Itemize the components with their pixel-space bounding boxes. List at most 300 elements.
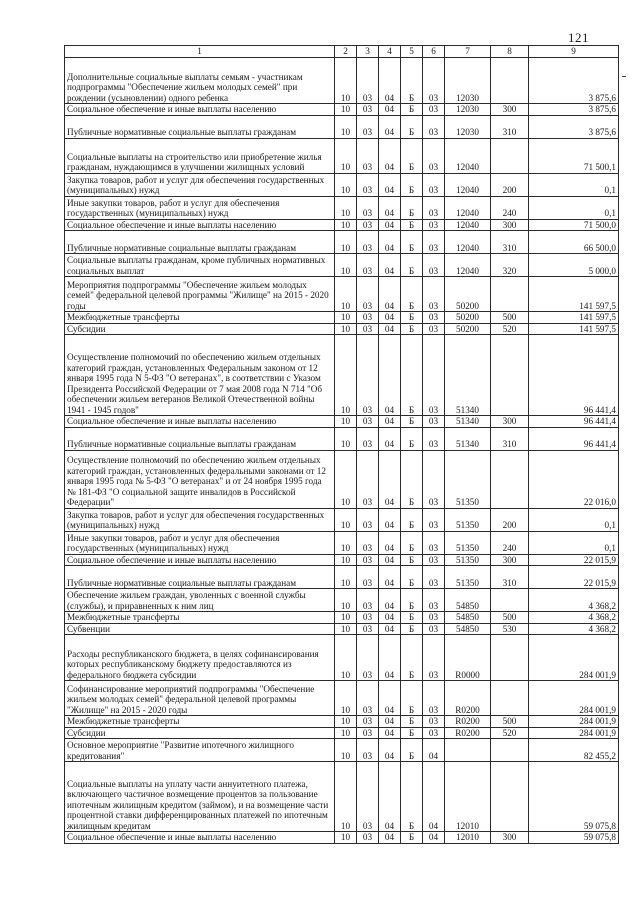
code-event-cell: 03 <box>423 231 445 254</box>
row-name-cell: Закупка товаров, работ и услуг для обеспечения государственных (муниципальных) нужд <box>65 173 335 196</box>
code-subsection-cell: 03 <box>357 531 379 554</box>
code-event-cell: 03 <box>423 508 445 531</box>
code-expense-type-cell: 530 <box>491 623 529 635</box>
code-subsection-cell: 03 <box>357 727 379 739</box>
row-name-cell: Закупка товаров, работ и услуг для обеспечения государственных (муниципальных) нужд <box>65 508 335 531</box>
code-section-cell: 10 <box>335 427 357 450</box>
code-event-cell: 03 <box>423 623 445 635</box>
table-row <box>65 727 619 739</box>
table-row <box>65 450 619 508</box>
code-program-cell: 04 <box>379 138 401 173</box>
code-section-cell: 10 <box>335 681 357 716</box>
code-expense-type-cell: 300 <box>491 554 529 566</box>
row-name-cell: Основное мероприятие "Развитие ипотечного жилищного кредитования" <box>65 739 335 762</box>
code-direction-cell: 50200 <box>445 277 491 312</box>
code-section-cell: 10 <box>335 104 357 116</box>
code-subsection-cell: 03 <box>357 231 379 254</box>
code-program-cell: 04 <box>379 450 401 508</box>
code-program-cell: 04 <box>379 219 401 231</box>
amount-cell: 0,1 <box>529 173 619 196</box>
code-program-cell: 04 <box>379 681 401 716</box>
code-direction-cell: 51350 <box>445 531 491 554</box>
code-direction-cell: 51350 <box>445 508 491 531</box>
page-number: 121 <box>568 30 589 45</box>
code-subsection-cell: 03 <box>357 58 379 104</box>
table-row <box>65 716 619 728</box>
code-direction-cell: 54850 <box>445 589 491 612</box>
row-name-cell: Субвенции <box>65 623 335 635</box>
row-name-cell: Публичные нормативные социальные выплаты гражданам <box>65 115 335 138</box>
amount-cell: 3 875,6 <box>529 58 619 104</box>
row-name-cell: Осуществление полномочий по обеспечению жильем отдельных категорий граждан, установленных федеральными законами от 12 января 1995 года № 5-ФЗ "О ветеранах" и от 24 ноября 1995 года № 181-ФЗ "О социальной защите инвалидов в Российской Федерации" <box>65 450 335 508</box>
code-direction-cell: 12040 <box>445 219 491 231</box>
code-subprogram-cell: Б <box>401 104 423 116</box>
code-direction-cell: R0200 <box>445 681 491 716</box>
code-direction-cell: 50200 <box>445 323 491 335</box>
code-subsection-cell: 03 <box>357 277 379 312</box>
code-program-cell: 04 <box>379 762 401 832</box>
code-section-cell: 10 <box>335 335 357 416</box>
row-name-cell: Межбюджетные трансферты <box>65 612 335 624</box>
table-row <box>65 566 619 589</box>
code-expense-type-cell <box>491 681 529 716</box>
row-name-cell: Межбюджетные трансферты <box>65 716 335 728</box>
code-event-cell: 03 <box>423 681 445 716</box>
code-expense-type-cell <box>491 277 529 312</box>
row-name-cell: Дополнительные социальные выплаты семьям - участникам подпрограммы "Обеспечение жильем молодых семей" при рождении (усыновлении) одного ребенка <box>65 58 335 104</box>
row-name-cell: Мероприятия подпрограммы "Обеспечение жильем молодых семей" федеральной целевой программы "Жилище" на 2015 - 2020 годы <box>65 277 335 312</box>
code-subsection-cell: 03 <box>357 335 379 416</box>
code-program-cell: 04 <box>379 312 401 324</box>
header-cell: 9 <box>529 46 619 58</box>
amount-cell: 3 875,6 <box>529 115 619 138</box>
code-event-cell: 03 <box>423 196 445 219</box>
code-subsection-cell: 03 <box>357 554 379 566</box>
code-subsection-cell: 03 <box>357 427 379 450</box>
row-name-cell: Публичные нормативные социальные выплаты гражданам <box>65 427 335 450</box>
amount-cell: 0,1 <box>529 196 619 219</box>
code-direction-cell: 51350 <box>445 554 491 566</box>
table-body <box>65 58 619 844</box>
code-event-cell: 04 <box>423 739 445 762</box>
code-section-cell: 10 <box>335 554 357 566</box>
amount-cell: 3 875,6 <box>529 104 619 116</box>
table-row <box>65 231 619 254</box>
code-subprogram-cell: Б <box>401 554 423 566</box>
code-subprogram-cell: Б <box>401 739 423 762</box>
code-expense-type-cell <box>491 138 529 173</box>
code-expense-type-cell: 200 <box>491 173 529 196</box>
code-expense-type-cell: 310 <box>491 115 529 138</box>
code-program-cell: 04 <box>379 716 401 728</box>
code-subsection-cell: 03 <box>357 589 379 612</box>
code-direction-cell: 12030 <box>445 104 491 116</box>
code-subsection-cell: 03 <box>357 508 379 531</box>
row-name-cell: Социальное обеспечение и иные выплаты населению <box>65 554 335 566</box>
code-event-cell: 03 <box>423 716 445 728</box>
code-section-cell: 10 <box>335 727 357 739</box>
code-event-cell: 03 <box>423 612 445 624</box>
header-cell: 5 <box>401 46 423 58</box>
code-program-cell: 04 <box>379 589 401 612</box>
code-program-cell: 04 <box>379 323 401 335</box>
code-subsection-cell: 03 <box>357 416 379 428</box>
code-section-cell: 10 <box>335 450 357 508</box>
code-subsection-cell: 03 <box>357 612 379 624</box>
amount-cell: 71 500,1 <box>529 138 619 173</box>
code-event-cell: 03 <box>423 335 445 416</box>
table-row <box>65 323 619 335</box>
row-name-cell: Социальные выплаты на уплату части аннуитетного платежа, включающего частичное возмещение процентов за пользование ипотечным жилищным кредитом (займом), и на возмещение части процентной ставки дифференцированных платежей по ипотечным жилищным кредитам <box>65 762 335 832</box>
code-expense-type-cell: 320 <box>491 254 529 277</box>
amount-cell: 284 001,9 <box>529 681 619 716</box>
code-program-cell: 04 <box>379 531 401 554</box>
code-direction-cell: 12030 <box>445 115 491 138</box>
code-event-cell: 03 <box>423 115 445 138</box>
code-subprogram-cell: Б <box>401 427 423 450</box>
code-subsection-cell: 03 <box>357 115 379 138</box>
code-event-cell: 03 <box>423 554 445 566</box>
code-section-cell: 10 <box>335 508 357 531</box>
code-section-cell: 10 <box>335 416 357 428</box>
row-name-cell: Иные закупки товаров, работ и услуг для обеспечения государственных (муниципальных) нужд <box>65 196 335 219</box>
code-program-cell: 04 <box>379 727 401 739</box>
table-row <box>65 104 619 116</box>
code-program-cell: 04 <box>379 335 401 416</box>
code-program-cell: 04 <box>379 832 401 844</box>
amount-cell: 141 597,5 <box>529 312 619 324</box>
row-name-cell: Осуществление полномочий по обеспечению жильем отдельных категорий граждан, установленных Федеральным законом от 12 января 1995 года N 5-ФЗ "О ветеранах", в соответствии с Указом Президента Российской Федерации от 7 мая 2008 года N 714 "Об обеспечении жильем ветеранов Великой Отечественной войны 1941 - 1945 годов" <box>65 335 335 416</box>
code-subsection-cell: 03 <box>357 196 379 219</box>
table-row <box>65 58 619 104</box>
row-name-cell: Социальные выплаты гражданам, кроме публичных нормативных социальных выплат <box>65 254 335 277</box>
code-event-cell: 03 <box>423 531 445 554</box>
code-expense-type-cell: 500 <box>491 612 529 624</box>
code-expense-type-cell <box>491 635 529 681</box>
code-section-cell: 10 <box>335 762 357 832</box>
code-section-cell: 10 <box>335 196 357 219</box>
code-expense-type-cell <box>491 589 529 612</box>
code-program-cell: 04 <box>379 554 401 566</box>
code-expense-type-cell: 500 <box>491 312 529 324</box>
code-subprogram-cell: Б <box>401 762 423 832</box>
code-event-cell: 03 <box>423 566 445 589</box>
code-subsection-cell: 03 <box>357 323 379 335</box>
code-program-cell: 04 <box>379 739 401 762</box>
code-event-cell: 03 <box>423 173 445 196</box>
row-name-cell: Обеспечение жильем граждан, уволенных с военной службы (службы), и приравненных к ним лиц <box>65 589 335 612</box>
amount-cell: 0,1 <box>529 508 619 531</box>
code-subsection-cell: 03 <box>357 739 379 762</box>
amount-cell: 22 016,0 <box>529 450 619 508</box>
code-direction-cell: 12010 <box>445 832 491 844</box>
code-subsection-cell: 03 <box>357 138 379 173</box>
code-program-cell: 04 <box>379 612 401 624</box>
table-row <box>65 531 619 554</box>
amount-cell: 4 368,2 <box>529 612 619 624</box>
code-subprogram-cell: Б <box>401 335 423 416</box>
table-row <box>65 254 619 277</box>
row-name-cell: Софинансирование мероприятий подпрограммы "Обеспечение жильем молодых семей" федеральной целевой программы "Жилище" на 2015 - 2020 годы <box>65 681 335 716</box>
code-event-cell: 03 <box>423 58 445 104</box>
code-subsection-cell: 03 <box>357 762 379 832</box>
code-subprogram-cell: Б <box>401 681 423 716</box>
header-cell: 8 <box>491 46 529 58</box>
code-event-cell: 03 <box>423 219 445 231</box>
table-row <box>65 277 619 312</box>
code-direction-cell: 50200 <box>445 312 491 324</box>
code-direction-cell: 51340 <box>445 416 491 428</box>
code-expense-type-cell <box>491 58 529 104</box>
table-row <box>65 416 619 428</box>
code-subprogram-cell: Б <box>401 312 423 324</box>
code-event-cell: 03 <box>423 727 445 739</box>
code-program-cell: 04 <box>379 635 401 681</box>
code-section-cell: 10 <box>335 566 357 589</box>
code-direction-cell: 12040 <box>445 254 491 277</box>
row-name-cell: Социальное обеспечение и иные выплаты населению <box>65 104 335 116</box>
code-direction-cell: 51350 <box>445 450 491 508</box>
code-subprogram-cell: Б <box>401 716 423 728</box>
table-header-row <box>65 46 619 58</box>
code-program-cell: 04 <box>379 115 401 138</box>
row-name-cell: Субсидии <box>65 727 335 739</box>
code-subprogram-cell: Б <box>401 416 423 428</box>
header-cell: 4 <box>379 46 401 58</box>
amount-cell: 66 500,0 <box>529 231 619 254</box>
code-expense-type-cell: 200 <box>491 508 529 531</box>
code-event-cell: 04 <box>423 762 445 832</box>
code-program-cell: 04 <box>379 566 401 589</box>
code-subsection-cell: 03 <box>357 635 379 681</box>
code-expense-type-cell: 500 <box>491 716 529 728</box>
row-name-cell: Социальные выплаты на строительство или приобретение жилья гражданам, нуждающимся в улучшении жилищных условий <box>65 138 335 173</box>
code-direction-cell: R0200 <box>445 716 491 728</box>
code-expense-type-cell: 300 <box>491 104 529 116</box>
code-event-cell: 03 <box>423 277 445 312</box>
code-subprogram-cell: Б <box>401 115 423 138</box>
code-subprogram-cell: Б <box>401 254 423 277</box>
table-row <box>65 762 619 832</box>
code-subsection-cell: 03 <box>357 254 379 277</box>
code-expense-type-cell <box>491 739 529 762</box>
amount-cell: 59 075,8 <box>529 762 619 832</box>
row-name-cell: Иные закупки товаров, работ и услуг для обеспечения государственных (муниципальных) нужд <box>65 531 335 554</box>
code-event-cell: 04 <box>423 832 445 844</box>
amount-cell: 4 368,2 <box>529 623 619 635</box>
code-direction-cell: 51340 <box>445 427 491 450</box>
code-event-cell: 03 <box>423 427 445 450</box>
code-section-cell: 10 <box>335 323 357 335</box>
amount-cell: 284 001,9 <box>529 727 619 739</box>
table-row <box>65 681 619 716</box>
code-section-cell: 10 <box>335 832 357 844</box>
code-subsection-cell: 03 <box>357 450 379 508</box>
code-section-cell: 10 <box>335 312 357 324</box>
code-direction-cell: 12030 <box>445 58 491 104</box>
table-row <box>65 173 619 196</box>
code-section-cell: 10 <box>335 589 357 612</box>
amount-cell: 4 368,2 <box>529 589 619 612</box>
amount-cell: 22 015,9 <box>529 554 619 566</box>
code-section-cell: 10 <box>335 231 357 254</box>
code-subprogram-cell: Б <box>401 450 423 508</box>
header-cell: 1 <box>65 46 335 58</box>
amount-cell: 284 001,9 <box>529 716 619 728</box>
code-event-cell: 03 <box>423 104 445 116</box>
table-row <box>65 312 619 324</box>
code-program-cell: 04 <box>379 623 401 635</box>
code-event-cell: 03 <box>423 416 445 428</box>
amount-cell: 141 597,5 <box>529 277 619 312</box>
amount-cell: 284 001,9 <box>529 635 619 681</box>
code-program-cell: 04 <box>379 254 401 277</box>
code-event-cell: 03 <box>423 323 445 335</box>
code-subprogram-cell: Б <box>401 635 423 681</box>
code-event-cell: 03 <box>423 254 445 277</box>
code-expense-type-cell: 240 <box>491 196 529 219</box>
code-program-cell: 04 <box>379 196 401 219</box>
header-cell: 2 <box>335 46 357 58</box>
amount-cell: 82 455,2 <box>529 739 619 762</box>
amount-cell: 22 015,9 <box>529 566 619 589</box>
margin-mark <box>622 76 626 77</box>
row-name-cell: Межбюджетные трансферты <box>65 312 335 324</box>
code-section-cell: 10 <box>335 254 357 277</box>
code-subprogram-cell: Б <box>401 623 423 635</box>
code-subprogram-cell: Б <box>401 323 423 335</box>
table-row <box>65 427 619 450</box>
code-direction-cell: R0200 <box>445 727 491 739</box>
code-program-cell: 04 <box>379 231 401 254</box>
code-section-cell: 10 <box>335 716 357 728</box>
table-row <box>65 115 619 138</box>
code-event-cell: 03 <box>423 138 445 173</box>
code-direction-cell: 12040 <box>445 138 491 173</box>
code-subsection-cell: 03 <box>357 104 379 116</box>
code-event-cell: 03 <box>423 635 445 681</box>
code-subprogram-cell: Б <box>401 508 423 531</box>
code-subsection-cell: 03 <box>357 716 379 728</box>
header-cell: 6 <box>423 46 445 58</box>
code-section-cell: 10 <box>335 623 357 635</box>
header-cell: 3 <box>357 46 379 58</box>
code-section-cell: 10 <box>335 115 357 138</box>
code-direction-cell <box>445 739 491 762</box>
budget-table <box>64 45 619 844</box>
table-row <box>65 623 619 635</box>
table-row <box>65 335 619 416</box>
table-row <box>65 219 619 231</box>
table-row <box>65 554 619 566</box>
code-program-cell: 04 <box>379 508 401 531</box>
table-row <box>65 739 619 762</box>
row-name-cell: Социальное обеспечение и иные выплаты населению <box>65 416 335 428</box>
row-name-cell: Публичные нормативные социальные выплаты гражданам <box>65 231 335 254</box>
code-subsection-cell: 03 <box>357 623 379 635</box>
code-expense-type-cell: 520 <box>491 323 529 335</box>
code-direction-cell: 12040 <box>445 173 491 196</box>
code-section-cell: 10 <box>335 531 357 554</box>
code-direction-cell: 51340 <box>445 335 491 416</box>
row-name-cell: Субсидии <box>65 323 335 335</box>
row-name-cell: Социальное обеспечение и иные выплаты населению <box>65 832 335 844</box>
code-subsection-cell: 03 <box>357 566 379 589</box>
table-row <box>65 832 619 844</box>
code-program-cell: 04 <box>379 277 401 312</box>
code-expense-type-cell: 310 <box>491 427 529 450</box>
code-section-cell: 10 <box>335 58 357 104</box>
code-expense-type-cell: 240 <box>491 531 529 554</box>
code-event-cell: 03 <box>423 450 445 508</box>
code-section-cell: 10 <box>335 173 357 196</box>
code-direction-cell: 12010 <box>445 762 491 832</box>
code-direction-cell: 12040 <box>445 231 491 254</box>
code-subprogram-cell: Б <box>401 531 423 554</box>
code-expense-type-cell: 300 <box>491 416 529 428</box>
table-row <box>65 589 619 612</box>
row-name-cell: Публичные нормативные социальные выплаты гражданам <box>65 566 335 589</box>
code-event-cell: 03 <box>423 589 445 612</box>
amount-cell: 96 441,4 <box>529 416 619 428</box>
code-expense-type-cell: 310 <box>491 231 529 254</box>
header-cell: 7 <box>445 46 491 58</box>
code-expense-type-cell: 520 <box>491 727 529 739</box>
code-section-cell: 10 <box>335 138 357 173</box>
code-expense-type-cell: 300 <box>491 219 529 231</box>
row-name-cell: Социальное обеспечение и иные выплаты населению <box>65 219 335 231</box>
code-subprogram-cell: Б <box>401 589 423 612</box>
code-direction-cell: R0000 <box>445 635 491 681</box>
amount-cell: 59 075,8 <box>529 832 619 844</box>
amount-cell: 0,1 <box>529 531 619 554</box>
code-subprogram-cell: Б <box>401 138 423 173</box>
table-row <box>65 196 619 219</box>
code-subprogram-cell: Б <box>401 173 423 196</box>
code-subsection-cell: 03 <box>357 312 379 324</box>
amount-cell: 5 000,0 <box>529 254 619 277</box>
code-expense-type-cell <box>491 335 529 416</box>
code-subprogram-cell: Б <box>401 196 423 219</box>
code-subprogram-cell: Б <box>401 231 423 254</box>
code-program-cell: 04 <box>379 104 401 116</box>
row-name-cell: Расходы республиканского бюджета, в целях софинансирования которых республиканскому бюджету предоставляются из федерального бюджета субсидии <box>65 635 335 681</box>
code-event-cell: 03 <box>423 312 445 324</box>
table-row <box>65 635 619 681</box>
amount-cell: 96 441,4 <box>529 335 619 416</box>
amount-cell: 96 441,4 <box>529 427 619 450</box>
code-subprogram-cell: Б <box>401 566 423 589</box>
table-row <box>65 138 619 173</box>
code-program-cell: 04 <box>379 58 401 104</box>
amount-cell: 71 500,0 <box>529 219 619 231</box>
amount-cell: 141 597,5 <box>529 323 619 335</box>
code-program-cell: 04 <box>379 427 401 450</box>
code-expense-type-cell <box>491 762 529 832</box>
table-row <box>65 508 619 531</box>
code-subsection-cell: 03 <box>357 173 379 196</box>
code-section-cell: 10 <box>335 612 357 624</box>
code-subsection-cell: 03 <box>357 832 379 844</box>
code-section-cell: 10 <box>335 739 357 762</box>
code-subprogram-cell: Б <box>401 612 423 624</box>
code-program-cell: 04 <box>379 173 401 196</box>
code-subprogram-cell: Б <box>401 219 423 231</box>
code-section-cell: 10 <box>335 219 357 231</box>
code-direction-cell: 54850 <box>445 612 491 624</box>
table-row <box>65 612 619 624</box>
code-direction-cell: 54850 <box>445 623 491 635</box>
